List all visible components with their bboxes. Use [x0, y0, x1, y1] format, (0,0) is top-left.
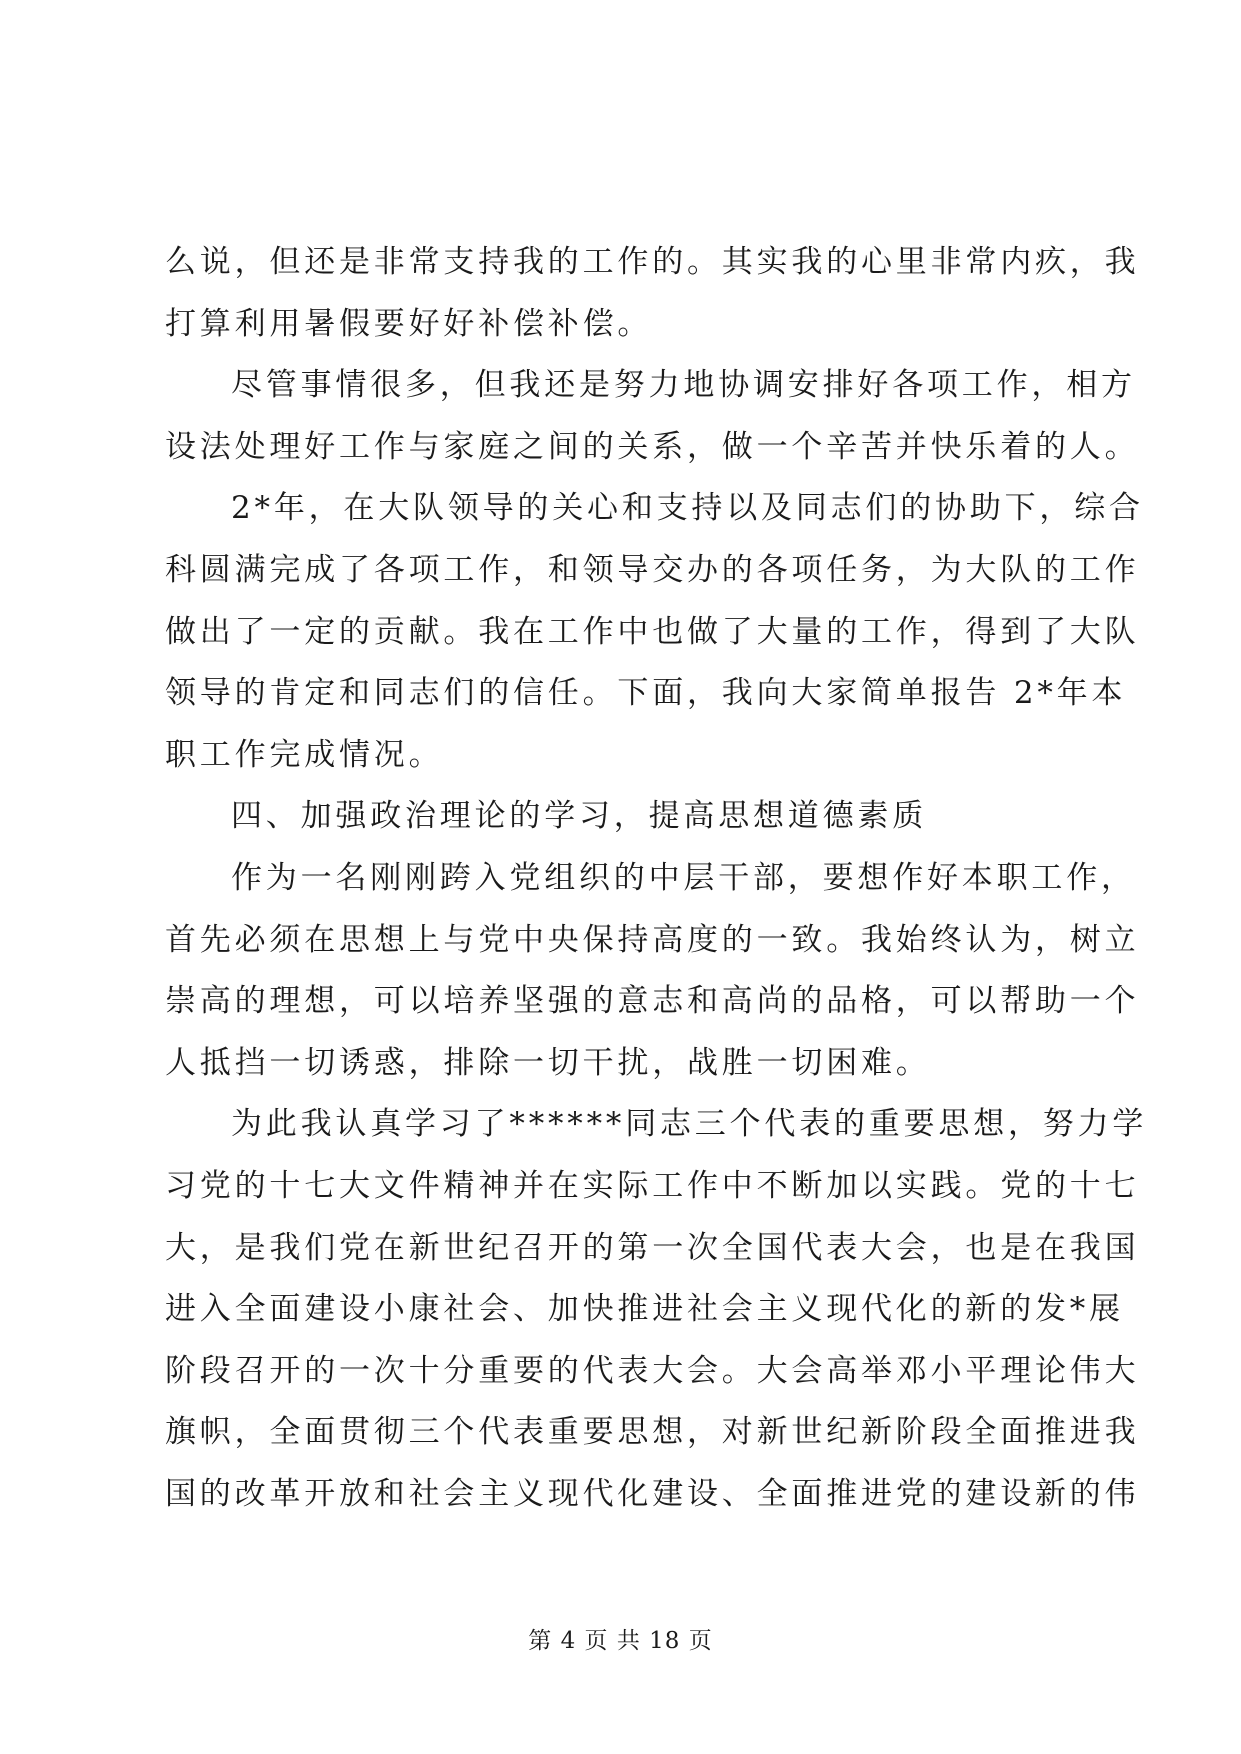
text-line: 尽管事情很多，但我还是努力地协调安排好各项工作，相方 [231, 367, 1136, 404]
text-line: 为此我认真学习了******同志三个代表的重要思想，努力学 [231, 1106, 1148, 1143]
text-line: 作为一名刚刚跨入党组织的中层干部，要想作好本职工作， [231, 859, 1136, 896]
text-line: 人抵挡一切诱惑，排除一切干扰，战胜一切困难。 [165, 1044, 931, 1081]
text-line: 么说，但还是非常支持我的工作的。其实我的心里非常内疚，我 [165, 244, 1140, 280]
text-line: 旗帜，全面贯彻三个代表重要思想，对新世纪新阶段全面推进我 [165, 1414, 1140, 1451]
text-line: 职工作完成情况。 [165, 736, 444, 773]
text-line: 崇高的理想，可以培养坚强的意志和高尚的品格，可以帮助一个 [165, 983, 1140, 1020]
text-line: 进入全面建设小康社会、加快推进社会主义现代化的新的发*展 [165, 1291, 1124, 1328]
text-line: 大，是我们党在新世纪召开的第一次全国代表大会，也是在我国 [165, 1229, 1140, 1266]
text-line: 国的改革开放和社会主义现代化建设、全面推进党的建设新的伟 [165, 1475, 1140, 1512]
text-line: 习党的十七大文件精神并在实际工作中不断加以实践。党的十七 [165, 1167, 1140, 1204]
body-text [165, 232, 1148, 1525]
text-line: 首先必须在思想上与党中央保持高度的一致。我始终认为，树立 [165, 921, 1140, 958]
text-line: 做出了一定的贡献。我在工作中也做了大量的工作，得到了大队 [165, 613, 1140, 650]
section-heading: 四、加强政治理论的学习，提高思想道德素质 [231, 798, 927, 835]
text-line: 阶段召开的一次十分重要的代表大会。大会高举邓小平理论伟大 [165, 1352, 1140, 1389]
text-line: 科圆满完成了各项工作，和领导交办的各项任务，为大队的工作 [165, 551, 1140, 588]
page-number-footer: 第 4 页 共 18 页 [528, 1628, 713, 1654]
text-line: 领导的肯定和同志们的信任。下面，我向大家简单报告 2*年本 [165, 675, 1127, 712]
text-line: 打算利用暑假要好好补偿补偿。 [165, 305, 653, 342]
text-line: 设法处理好工作与家庭之间的关系，做一个辛苦并快乐着的人。 [165, 428, 1140, 465]
text-line: 2*年，在大队领导的关心和支持以及同志们的协助下，综合 [231, 490, 1144, 527]
